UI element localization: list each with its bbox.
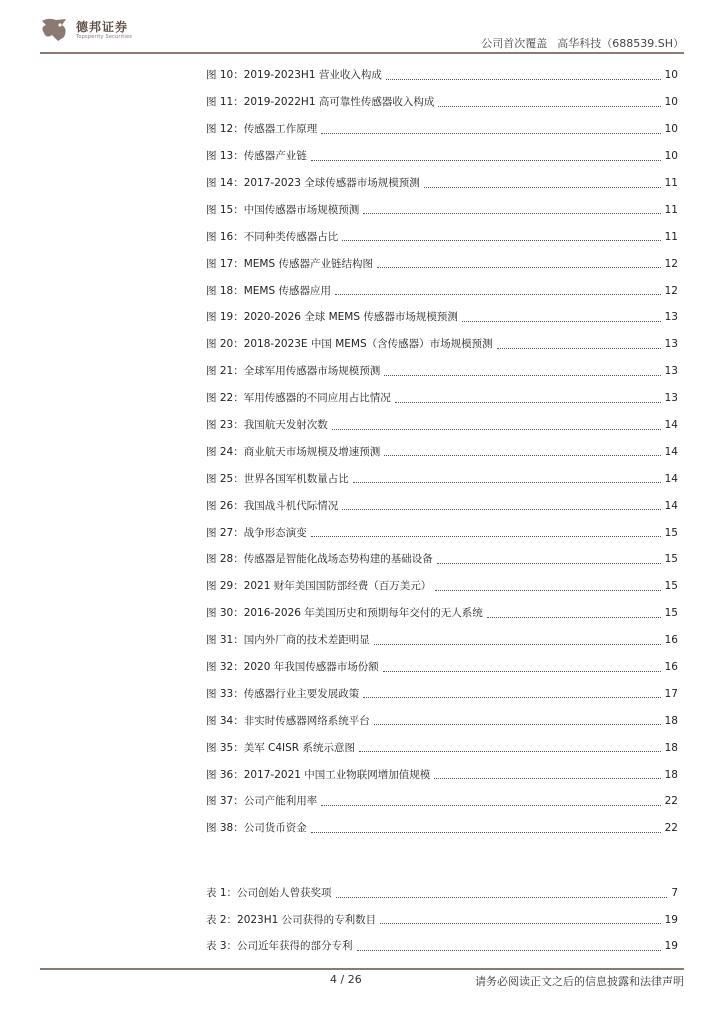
- entry-page-number: 18: [664, 741, 678, 754]
- table-entry[interactable]: [206, 933, 678, 960]
- entry-title: 图 32：2020 年我国传感器市场份额: [206, 661, 379, 674]
- figure-entry[interactable]: [206, 465, 678, 492]
- entry-page-number: 19: [664, 940, 678, 953]
- figure-entry[interactable]: [206, 331, 678, 358]
- brand-logo: [40, 17, 160, 45]
- entry-page-number: 22: [664, 822, 678, 835]
- entry-title: 图 12：传感器工作原理: [206, 123, 318, 136]
- dot-leader: [497, 348, 661, 349]
- header-divider: [40, 52, 684, 54]
- figure-entry[interactable]: [206, 196, 678, 223]
- page-number: 4 / 26: [330, 973, 362, 986]
- dot-leader: [359, 751, 661, 752]
- figure-entry[interactable]: [206, 438, 678, 465]
- entry-page-number: 12: [664, 284, 678, 297]
- entry-page-number: 16: [664, 634, 678, 647]
- brand-name: 德邦证券: [76, 20, 129, 34]
- dot-leader: [386, 79, 661, 80]
- entry-page-number: 14: [664, 472, 678, 485]
- entry-title: 图 27：战争形态演变: [206, 526, 307, 539]
- figure-entry[interactable]: [206, 492, 678, 519]
- entry-page-number: 15: [664, 553, 678, 566]
- entry-page-number: 11: [664, 230, 678, 243]
- entry-title: 图 10：2019-2023H1 营业收入构成: [206, 69, 382, 82]
- entry-title: 图 37：公司产能利用率: [206, 795, 318, 808]
- entry-title: 图 34：非实时传感器网络系统平台: [206, 714, 370, 727]
- entry-title: 图 22：军用传感器的不同应用占比情况: [206, 392, 391, 405]
- entry-page-number: 11: [664, 177, 678, 189]
- entry-page-number: 15: [664, 580, 678, 593]
- dot-leader: [332, 429, 661, 430]
- figure-entry[interactable]: [206, 600, 678, 627]
- entry-title: 图 11：2019-2022H1 高可靠性传感器收入构成: [206, 96, 435, 109]
- figure-entry[interactable]: [206, 358, 678, 385]
- entry-page-number: 13: [664, 338, 678, 351]
- footer-divider: [40, 968, 684, 970]
- entry-title: 图 35：美军 C4ISR 系统示意图: [206, 741, 355, 754]
- entry-page-number: 14: [664, 419, 678, 432]
- entry-page-number: 22: [664, 795, 678, 808]
- entry-title: 图 15：中国传感器市场规模预测: [206, 203, 360, 216]
- entry-page-number: 13: [664, 392, 678, 405]
- entry-title: 图 16：不同种类传感器占比: [206, 230, 339, 243]
- brand-logo-icon: [40, 17, 70, 43]
- figure-entry[interactable]: [206, 116, 678, 143]
- entry-page-number: 19: [664, 913, 678, 926]
- dot-leader: [342, 509, 660, 510]
- figure-entry[interactable]: [206, 654, 678, 681]
- figure-entry[interactable]: [206, 788, 678, 815]
- figure-entry[interactable]: [206, 573, 678, 600]
- company-name: 高华科技（688539.SH）: [557, 37, 684, 50]
- entry-title: 图 23：我国航天发射次数: [206, 419, 328, 432]
- entry-title: 表 3：公司近年获得的部分专利: [206, 940, 353, 953]
- entry-title: 图 30：2016-2026 年美国历史和预期每年交付的无人系统: [206, 607, 483, 620]
- dot-leader: [374, 724, 661, 725]
- dot-leader: [357, 950, 661, 951]
- entry-page-number: 17: [664, 687, 678, 700]
- figure-entry[interactable]: [206, 170, 678, 197]
- dot-leader: [424, 187, 661, 188]
- dot-leader: [384, 375, 660, 376]
- dot-leader: [374, 644, 661, 645]
- figure-entry[interactable]: [206, 277, 678, 304]
- header-info: [481, 35, 684, 51]
- entry-page-number: 14: [664, 499, 678, 512]
- dot-leader: [438, 106, 660, 107]
- dot-leader: [383, 671, 661, 672]
- entry-title: 图 13：传感器产业链: [206, 150, 307, 163]
- figure-entry[interactable]: [206, 734, 678, 761]
- entry-page-number: 7: [671, 887, 678, 900]
- figure-entry[interactable]: [206, 412, 678, 439]
- figure-entry[interactable]: [206, 385, 678, 412]
- dot-leader: [336, 897, 668, 898]
- entry-page-number: 18: [664, 714, 678, 727]
- figure-entry[interactable]: [206, 304, 678, 331]
- entry-page-number: 15: [664, 526, 678, 539]
- dot-leader: [321, 133, 660, 134]
- dot-leader: [377, 267, 661, 268]
- figure-entry[interactable]: [206, 546, 678, 573]
- figure-entry[interactable]: [206, 89, 678, 116]
- entry-title: 图 24：商业航天市场规模及增速预测: [206, 445, 381, 458]
- entry-title: 图 29：2021 财年美国国防部经费（百万美元）: [206, 580, 432, 593]
- entry-page-number: 13: [664, 365, 678, 378]
- dot-leader: [434, 778, 660, 779]
- dot-leader: [342, 240, 660, 241]
- dot-leader: [395, 402, 661, 403]
- figure-entry[interactable]: [206, 680, 678, 707]
- dot-leader: [462, 321, 661, 322]
- entry-page-number: 13: [664, 311, 678, 324]
- figure-entry[interactable]: [206, 143, 678, 170]
- figure-entry[interactable]: [206, 815, 678, 842]
- dot-leader: [437, 563, 661, 564]
- entry-title: 图 21：全球军用传感器市场规模预测: [206, 365, 381, 378]
- figure-entry[interactable]: [206, 250, 678, 277]
- figure-entry[interactable]: [206, 707, 678, 734]
- brand-subtitle: Topsperity Securities: [76, 34, 133, 40]
- table-entry[interactable]: [206, 880, 678, 907]
- table-list: [206, 880, 678, 960]
- figure-list: [206, 62, 678, 842]
- entry-title: 图 31：国内外厂商的技术差距明显: [206, 634, 370, 647]
- figure-entry[interactable]: [206, 627, 678, 654]
- entry-title: 图 14：2017-2023 全球传感器市场规模预测: [206, 177, 420, 189]
- report-type: 公司首次覆盖: [481, 37, 548, 50]
- entry-title: 图 38：公司货币资金: [206, 822, 307, 835]
- entry-page-number: 15: [664, 607, 678, 620]
- figure-entry[interactable]: [206, 761, 678, 788]
- entry-page-number: 14: [664, 445, 678, 458]
- entry-title: 图 17：MEMS 传感器产业链结构图: [206, 257, 373, 270]
- dot-leader: [321, 805, 660, 806]
- entry-title: 图 33：传感器行业主要发展政策: [206, 687, 360, 700]
- entry-page-number: 16: [664, 661, 678, 674]
- footer-disclaimer: 请务必阅读正文之后的信息披露和法律声明: [475, 975, 684, 988]
- entry-page-number: 10: [664, 96, 678, 109]
- table-entry[interactable]: [206, 907, 678, 934]
- entry-title: 图 20：2018-2023E 中国 MEMS（含传感器）市场规模预测: [206, 338, 493, 351]
- figure-entry[interactable]: [206, 62, 678, 89]
- entry-page-number: 10: [664, 69, 678, 82]
- figure-entry[interactable]: [206, 223, 678, 250]
- dot-leader: [435, 590, 660, 591]
- entry-page-number: 18: [664, 768, 678, 781]
- entry-title: 图 28：传感器是智能化战场态势构建的基础设备: [206, 553, 433, 566]
- entry-page-number: 10: [664, 123, 678, 136]
- entry-title: 图 25：世界各国军机数量占比: [206, 472, 349, 485]
- entry-title: 图 36：2017-2021 中国工业物联网增加值规模: [206, 768, 431, 781]
- entry-page-number: 10: [664, 150, 678, 163]
- entry-page-number: 12: [664, 257, 678, 270]
- entry-title: 表 1：公司创始人曾获奖项: [206, 887, 332, 900]
- dot-leader: [353, 482, 661, 483]
- dot-leader: [311, 832, 661, 833]
- dot-leader: [335, 294, 661, 295]
- dot-leader: [380, 923, 660, 924]
- entry-title: 图 26：我国战斗机代际情况: [206, 499, 339, 512]
- dot-leader: [311, 536, 661, 537]
- dot-leader: [311, 160, 661, 161]
- dot-leader: [487, 617, 661, 618]
- dot-leader: [363, 697, 660, 698]
- figure-entry[interactable]: [206, 519, 678, 546]
- entry-title: 表 2：2023H1 公司获得的专利数目: [206, 913, 377, 926]
- entry-title: 图 19：2020-2026 全球 MEMS 传感器市场规模预测: [206, 311, 458, 324]
- dot-leader: [384, 455, 660, 456]
- entry-title: 图 18：MEMS 传感器应用: [206, 284, 331, 297]
- entry-page-number: 11: [664, 203, 678, 216]
- dot-leader: [363, 213, 660, 214]
